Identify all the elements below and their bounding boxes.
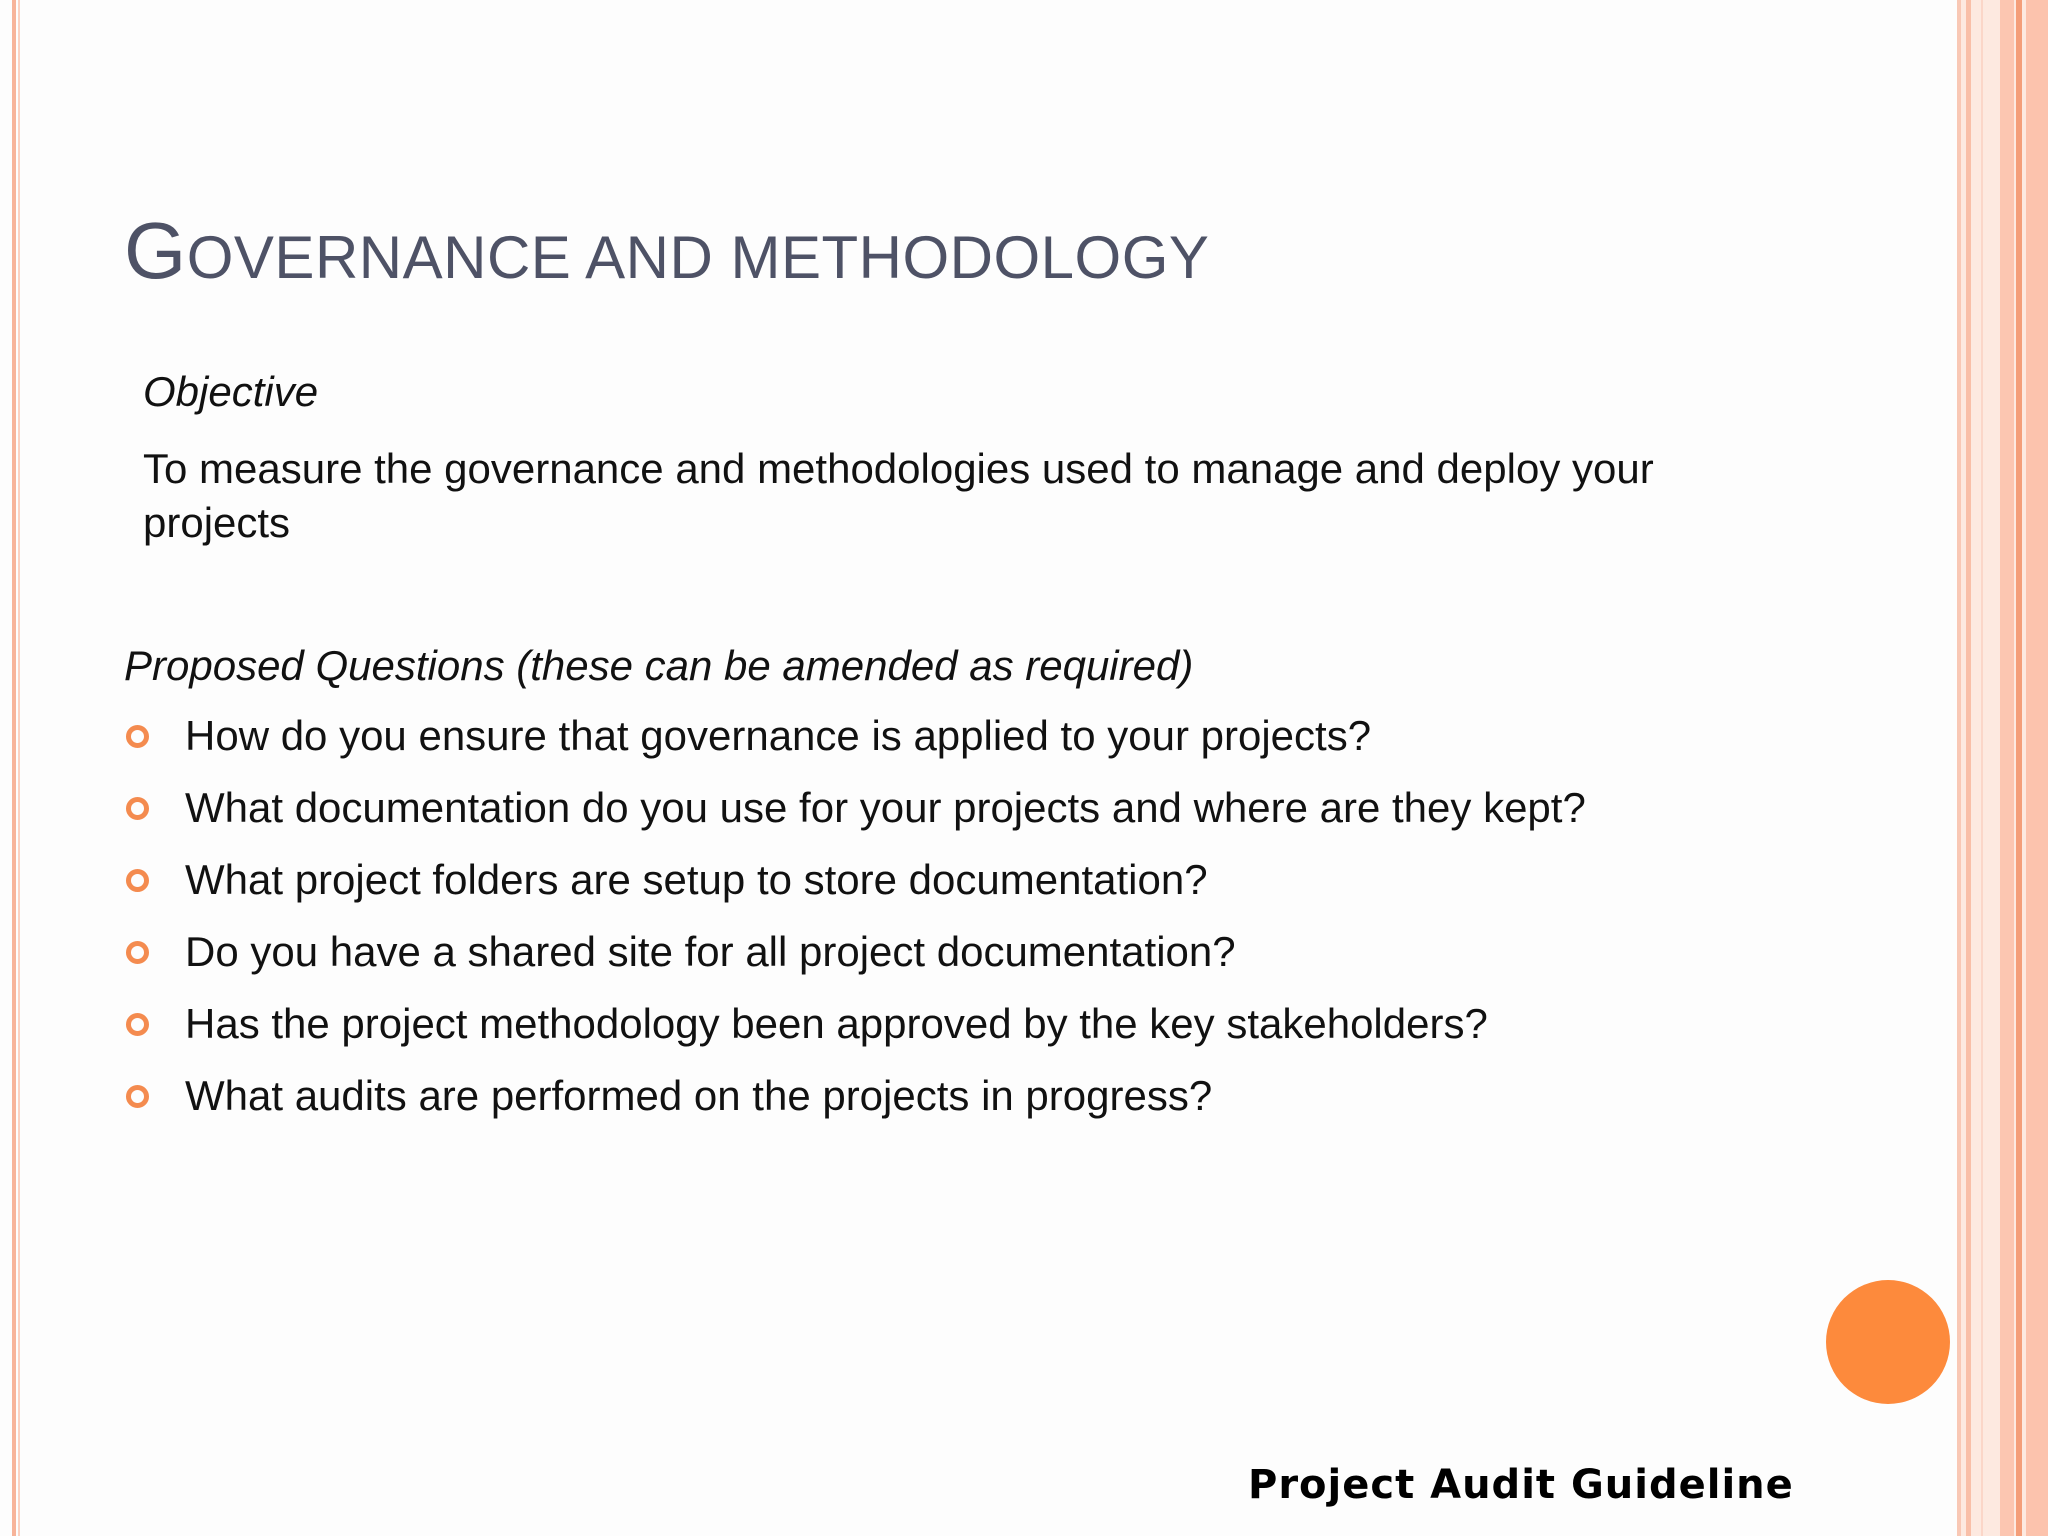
- title-initial: G: [124, 206, 187, 295]
- question-text: How do you ensure that governance is applied to your projects?: [185, 712, 1372, 759]
- hollow-circle-bullet-icon: [126, 797, 149, 820]
- right-border-stripe: [1966, 0, 1971, 1536]
- question-text: Has the project methodology been approved by the key stakeholders?: [185, 1000, 1488, 1047]
- question-text: Do you have a shared site for all project documentation?: [185, 928, 1236, 975]
- right-border-stripe: [2016, 0, 2022, 1536]
- question-text: What documentation do you use for your projects and where are they kept?: [185, 784, 1586, 831]
- right-border-stripe: [1957, 0, 1961, 1536]
- question-text: What audits are performed on the projects in progress?: [185, 1072, 1213, 1119]
- hollow-circle-bullet-icon: [126, 1085, 149, 1108]
- right-border-stripe: [1981, 0, 1983, 1536]
- hollow-circle-bullet-icon: [126, 1013, 149, 1036]
- right-border-stripe: [2000, 0, 2014, 1536]
- slide-title: [124, 205, 1209, 297]
- hollow-circle-bullet-icon: [126, 941, 149, 964]
- right-border-stripe: [2026, 0, 2048, 1536]
- left-border-stripe: [12, 0, 16, 1536]
- hollow-circle-bullet-icon: [126, 869, 149, 892]
- objective-text: To measure the governance and methodologies used to manage and deploy your projects: [143, 445, 1654, 546]
- question-text: What project folders are setup to store documentation?: [185, 856, 1208, 903]
- questions-heading: Proposed Questions (these can be amended as required): [124, 642, 1194, 689]
- hollow-circle-bullet-icon: [126, 725, 149, 748]
- left-border-stripe-thin: [18, 0, 20, 1536]
- title-rest: OVERNANCE AND METHODOLOGY: [186, 224, 1210, 291]
- objective-label: Objective: [143, 368, 319, 415]
- decorative-orange-circle: [1826, 1280, 1950, 1404]
- footer-brand: Project Audit Guideline: [1248, 1462, 1794, 1508]
